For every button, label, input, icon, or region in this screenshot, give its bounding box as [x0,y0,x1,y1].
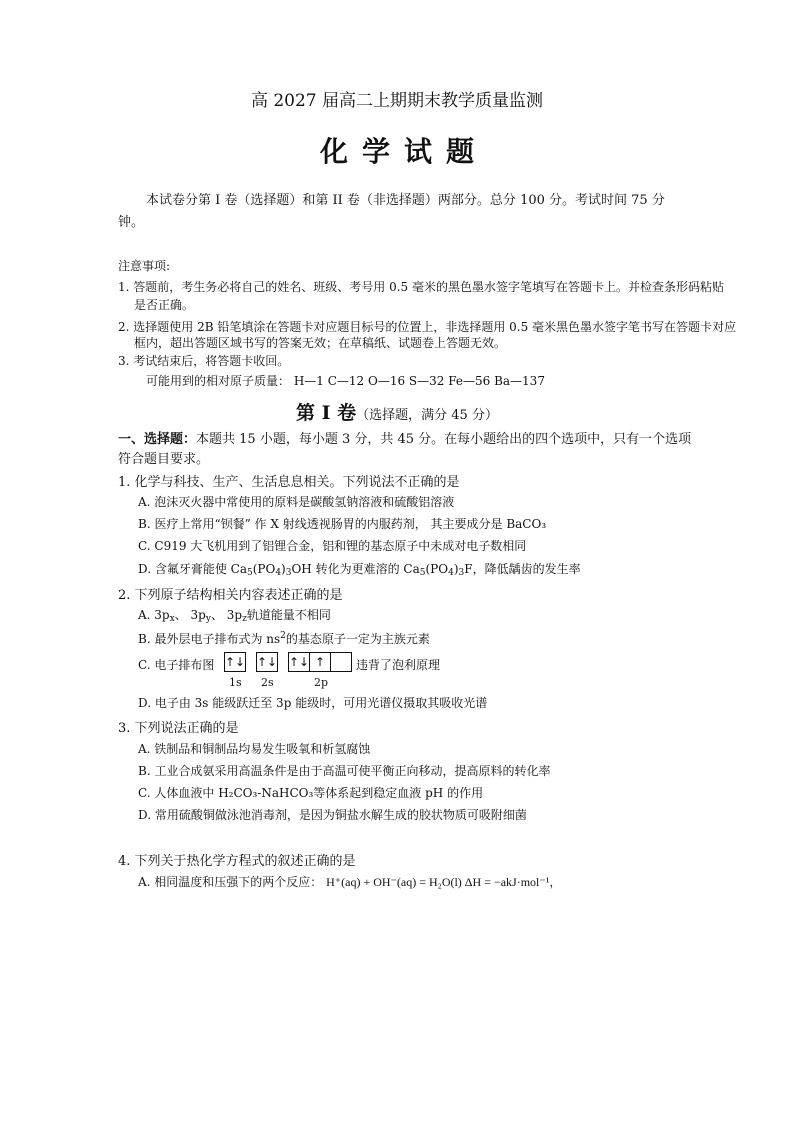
q3-option-a: A. 铁制品和铜制品均易发生吸氧和析氢腐蚀 [138,742,371,756]
q1-d-po: (PO [252,562,276,576]
q3-option-b: B. 工业合成氨采用高温条件是由于高温可使平衡正向移动，提高原料的转化率 [138,764,551,778]
q1-d-po: (PO [425,562,449,576]
section-1-label: 一、选择题： [118,432,197,447]
q3-option-c: C. 人体血液中 H₂CO₃-NaHCO₃等体系起到稳定血液 pH 的作用 [138,786,484,800]
q4-stem: 4. 下列关于热化学方程式的叙述正确的是 [118,854,356,869]
orbital-label-2s: 2s [261,676,274,689]
q2-option-d: D. 电子由 3s 能级跃迁至 3p 能级时，可用光谱仪摄取其吸收光谱 [138,696,488,710]
q2-a-sub: z [242,614,247,624]
notes-heading: 注意事项: [118,259,171,273]
q3-stem: 3. 下列说法正确的是 [118,721,239,736]
exam-subtitle: 高 2027 届高二上期期末教学质量监测 [250,91,544,111]
q2-option-b [138,630,430,647]
q1-d-f: F [464,562,473,576]
q1-d-pre: D. 含氟牙膏能使 Ca [138,562,247,576]
orbital-2p-arrows-1: ↑↓ [289,655,310,669]
exam-intro: 本试卷分第 I 卷（选择题）和第 II 卷（非选择题）两部分。总分 100 分。考试时间 75 分钟。 [118,193,665,230]
note-3: 3. 考试结束后，将答题卡收回。 [118,354,290,368]
q1-option-b: B. 医疗上常用“钡餐” 作 X 射线透视肠胃的内服药剂， 其主要成分是 BaCO₃ [138,517,547,531]
q2-a-pre: A. 3p [138,608,170,622]
q2-stem: 2. 下列原子结构相关内容表述正确的是 [118,588,343,603]
part-1-subtitle: （选择题，满分 45 分） [356,408,498,423]
q2-a-post: 轨道能量不相同 [246,608,331,622]
q1-d-mid: 转化为更难溶的 Ca [315,562,420,576]
orbital-label-2p: 2p [314,676,329,689]
q1-d-oh: OH [291,562,312,576]
note-1-line-2: 是否正确。 [134,298,195,312]
q2-a-sub: x [169,614,175,624]
q4-a-pre: A. 相同温度和压强下的两个反应： [138,875,323,889]
note-2-line-1: 2. 选择题使用 2B 铅笔填涂在答题卡对应题目标号的位置上，非选择题用 0.5 毫米黑色墨水签字笔书写在答题卡对应 [118,320,737,334]
q1-d-sub: 4 [275,568,282,578]
q1-stem: 1. 化学与科技、生产、生活息息相关。下列说法不正确的是 [118,475,460,490]
q2-b-post: 的基态原子一定为主族元素 [285,632,430,646]
q2-a-sep: 、 3p [210,608,243,622]
q2-b-sup: 2 [280,631,286,641]
orbital-2p-arrows-2: ↑ [314,655,326,669]
q1-option-d: D. 含氟牙膏能使 $Ca_5(PO_4)_3OH$ 转化为更难溶的 $Ca_5(PO_4)_3F$，降低龋齿的发生率 [138,562,581,578]
q1-d-sub: 3 [285,568,292,578]
section-1-text-a: 本题共 15 小题，每小题 3 分，共 45 分。在每小题给出的四个选项中，只有一个选项 [196,432,692,447]
q1-d-sub: 5 [246,568,253,578]
q2-option-a [138,606,331,624]
q4-a-equation: H⁺(aq) + OH⁻(aq) = H₂O(l) ΔH = −akJ·mol⁻¹， [326,875,562,889]
section-1-line-2: 符合题目要求。 [118,452,210,467]
q2-a-sep: 、 3p [174,608,206,622]
q1-d-sub: 3 [458,568,465,578]
q2-b-pre: B. 最外层电子排布式为 ns [138,632,281,646]
exam-title: 化学试题 [319,135,488,168]
q3-option-d: D. 常用硫酸铜做泳池消毒剂，是因为铜盐水解生成的胶状物质可吸附细菌 [138,808,527,822]
atomic-masses: 可能用到的相对原子质量： H—1 C—12 O—16 S—32 Fe—56 Ba—137 [146,374,545,388]
q1-d-sub: 5 [419,568,426,578]
q4-option-a [138,873,561,890]
q2-option-c-pre: C. 电子排布图 [138,658,215,672]
orbital-label-1s: 1s [229,676,242,689]
orbital-2s-arrows: ↑↓ [257,655,278,669]
q2-a-sub: y [205,614,211,624]
orbital-1s-arrows: ↑↓ [225,655,246,669]
q1-d-sub: 4 [448,568,454,578]
section-1-line-1 [118,428,691,447]
part-1-heading [0,398,794,425]
q1-option-c: C. C919 大飞机用到了铝锂合金，铝和锂的基态原子中未成对电子数相同 [138,539,527,553]
q1-option-a: A. 泡沫灭火器中常使用的原料是碳酸氢钠溶液和硫酸铝溶液 [138,495,455,509]
orbital-2p-arrows-3 [331,652,351,672]
part-1-title: 第 I 卷 [296,402,357,424]
q2-option-c-post: 违背了泡利原理 [356,658,441,672]
q1-d-post: ，降低龋齿的发生率 [472,562,581,576]
note-1-line-1: 1. 答题前，考生务必将自己的姓名、班级、考号用 0.5 毫米的黑色墨水签字笔填写在答题卡上。并检查条形码粘贴 [118,280,724,294]
note-2-line-2: 框内，超出答题区域书写的答案无效；在草稿纸、试题卷上答题无效。 [134,336,507,350]
